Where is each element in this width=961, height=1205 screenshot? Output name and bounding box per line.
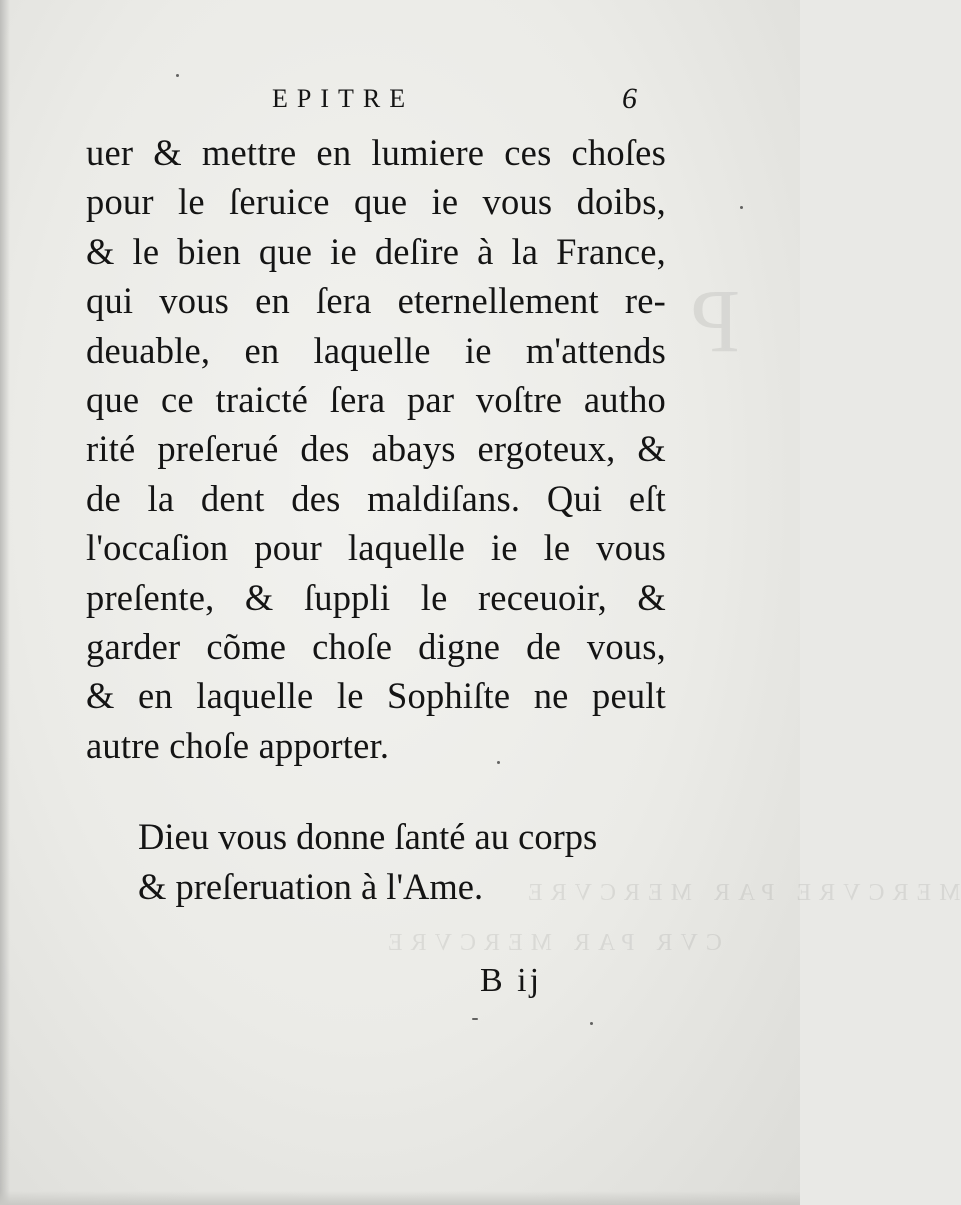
text-line: & en laquelle le Sophiſte ne peult: [86, 675, 666, 717]
text-line: qui vous en ſera eternellement re-: [86, 280, 666, 322]
text-line: l'occaſion pour laquelle ie le vous: [86, 527, 666, 569]
running-head: EPITRE: [272, 84, 415, 113]
text-line: preſente, & ſuppli le receuoir, &: [86, 576, 666, 618]
ink-speck: [497, 761, 500, 764]
text-line: rité preſerué des abays ergoteux, &: [86, 428, 666, 470]
signature-mark: B ij: [480, 962, 543, 999]
page-left-edge-shadow: [0, 0, 10, 1205]
ink-speck: [472, 1018, 478, 1020]
epistle-text: [86, 128, 666, 770]
show-through-ink: MERCVRE PAR MERCVRE: [520, 880, 961, 906]
text-line: de la dent des maldiſans. Qui eſt: [86, 477, 666, 519]
ink-speck: [590, 1022, 593, 1025]
ink-speck: [740, 206, 743, 209]
closing-salutation: [138, 812, 638, 912]
page-header: [0, 84, 800, 124]
text-line: deuable, en laquelle ie m'attends: [86, 329, 666, 371]
text-line: que ce traicté ſera par voſtre autho: [86, 378, 666, 420]
ink-speck: [176, 74, 179, 77]
text-line: garder cõme choſe digne de vous,: [86, 625, 666, 667]
text-line: uer & mettre en lumiere ces choſes: [86, 132, 666, 173]
page-bottom-edge-shadow: [0, 1191, 800, 1205]
show-through-ink: P: [690, 272, 741, 371]
closing-line: & preſeruation à l'Ame.: [138, 866, 484, 907]
text-line: pour le ſeruice que ie vous doibs,: [86, 181, 666, 223]
show-through-ink: CVR PAR MERCVRE: [380, 930, 722, 956]
text-line: autre choſe apporter.: [86, 724, 390, 766]
closing-line: Dieu vous donne ſanté au corps: [138, 816, 598, 857]
page-number: 6: [622, 82, 637, 115]
text-line: & le bien que ie deſire à la France,: [86, 230, 666, 272]
